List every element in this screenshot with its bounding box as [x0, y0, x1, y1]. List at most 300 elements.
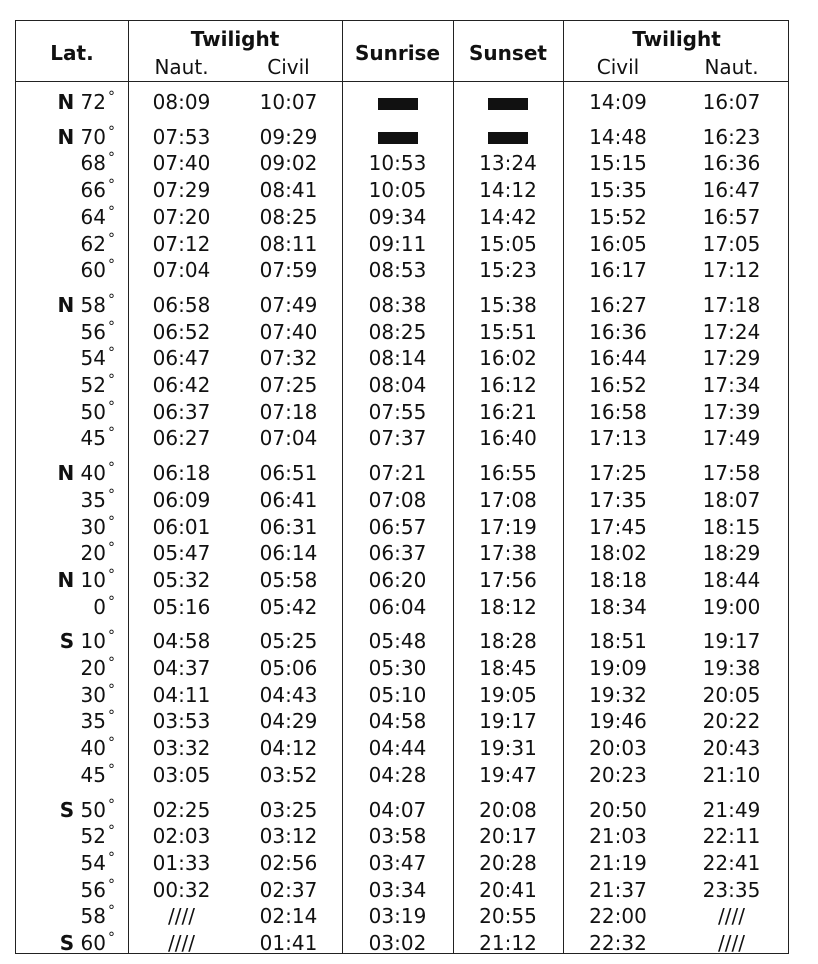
degree-symbol: ° [108, 372, 115, 388]
sunrise-cell: 08:14 [368, 346, 427, 371]
civil-evening-cell: 18:34 [589, 594, 647, 619]
civil-evening-cell: 17:25 [589, 461, 647, 486]
latitude-value: 40 [80, 736, 106, 761]
latitude-value: 54 [80, 850, 106, 875]
sunset-cell: 17:08 [479, 487, 537, 512]
sunrise-cell [342, 89, 453, 115]
table-row [16, 292, 790, 318]
nautical-evening-cell: 22:41 [702, 850, 761, 875]
degree-symbol: ° [108, 318, 115, 335]
latitude-cell [16, 567, 115, 593]
degree-symbol: ° [108, 566, 115, 583]
sunset-cell: 14:42 [479, 204, 537, 229]
latitude-cell [16, 204, 115, 230]
nautical-morning-cell: 07:12 [152, 231, 211, 256]
sunrise-cell: 10:53 [368, 151, 427, 176]
sunset-cell: 20:17 [479, 824, 537, 849]
nautical-morning-cell: 04:11 [152, 682, 211, 707]
nautical-evening-cell: 18:44 [702, 567, 761, 592]
never-rises-bar [378, 132, 418, 144]
latitude-cell [16, 487, 115, 513]
nautical-evening-cell: 16:07 [702, 90, 761, 114]
latitude-cell [16, 930, 115, 956]
latitude-cell [16, 231, 115, 257]
latitude-cell [16, 514, 115, 540]
civil-evening-cell: 16:27 [589, 292, 647, 317]
table-row [16, 903, 790, 929]
sunrise-cell: 06:57 [368, 514, 427, 539]
nautical-evening-cell: 16:57 [702, 204, 761, 229]
never-rises-bar [488, 132, 528, 144]
nautical-evening-cell: 16:23 [702, 124, 761, 149]
nautical-morning-cell: 03:53 [152, 709, 211, 734]
nautical-evening-cell: 17:05 [702, 231, 761, 256]
sunset-cell: 16:55 [479, 461, 537, 486]
table-row [16, 567, 790, 593]
sunrise-cell: 05:30 [368, 656, 427, 680]
nautical-morning-cell: 06:58 [152, 292, 211, 317]
nautical-morning-cell: 06:09 [152, 487, 211, 512]
table-row [16, 399, 790, 425]
table-row [16, 930, 790, 956]
sunrise-cell: 03:58 [368, 824, 427, 849]
sunset-cell: 16:02 [479, 346, 537, 371]
degree-symbol: ° [108, 930, 115, 946]
sunset-cell: 14:12 [479, 178, 537, 203]
table-row [16, 345, 790, 371]
hemisphere-label: S [59, 629, 75, 654]
table-row [16, 372, 790, 398]
sunrise-cell: 09:34 [368, 204, 427, 229]
latitude-cell [16, 708, 115, 734]
civil-morning-cell: 05:25 [259, 629, 318, 654]
nautical-morning-cell: 06:27 [152, 426, 211, 451]
nautical-evening-cell: 17:12 [702, 258, 761, 283]
table-row [16, 655, 790, 681]
header-lat: Lat. [50, 41, 94, 65]
sunrise-cell: 07:21 [368, 461, 427, 486]
nautical-morning-cell: 08:09 [152, 90, 211, 114]
table-row [16, 823, 790, 849]
latitude-value: 52 [80, 824, 106, 849]
latitude-cell [16, 177, 115, 203]
civil-morning-cell: 07:04 [259, 426, 318, 451]
civil-evening-cell: 16:44 [589, 346, 647, 371]
sunset-cell: 18:45 [479, 656, 537, 680]
nautical-morning-cell: //// [168, 931, 195, 955]
nautical-evening-cell: 19:00 [702, 594, 761, 619]
nautical-evening-cell: 17:24 [702, 319, 761, 344]
table-row [16, 708, 790, 734]
nautical-evening-cell: //// [718, 931, 745, 955]
nautical-morning-cell: 07:53 [152, 124, 211, 149]
table-row [16, 594, 790, 620]
sunrise-cell: 06:20 [368, 567, 427, 592]
latitude-cell [16, 628, 115, 654]
civil-morning-cell: 01:41 [259, 931, 318, 955]
civil-morning-cell: 09:29 [259, 124, 318, 149]
sunset-cell: 20:08 [479, 797, 537, 822]
civil-evening-cell: 19:46 [589, 709, 647, 734]
degree-symbol: ° [108, 230, 115, 247]
civil-morning-cell: 03:12 [259, 824, 318, 849]
header-sunset: Sunset [469, 41, 547, 65]
sunset-cell: 20:28 [479, 850, 537, 875]
never-rises-bar [378, 98, 418, 110]
degree-symbol: ° [108, 425, 115, 442]
sunrise-cell: 03:47 [368, 850, 427, 875]
civil-morning-cell: 07:40 [259, 319, 318, 344]
nautical-morning-cell: 06:47 [152, 346, 211, 371]
degree-symbol: ° [108, 655, 115, 671]
sunset-cell: 20:55 [479, 904, 537, 929]
latitude-value: 70 [80, 124, 106, 149]
nautical-morning-cell: 01:33 [152, 850, 211, 875]
civil-evening-cell: 18:02 [589, 541, 647, 566]
latitude-value: 35 [80, 709, 106, 734]
sunrise-cell: 09:11 [368, 231, 427, 256]
sunrise-cell: 03:34 [368, 877, 427, 902]
latitude-value: 58 [80, 292, 106, 317]
degree-symbol: ° [108, 257, 115, 274]
latitude-cell [16, 540, 115, 566]
degree-symbol: ° [108, 628, 115, 645]
sunset-cell: 13:24 [479, 151, 537, 176]
degree-symbol: ° [108, 823, 115, 840]
degree-symbol: ° [108, 796, 115, 813]
latitude-cell [16, 850, 115, 876]
sunset-cell: 19:17 [479, 709, 537, 734]
nautical-evening-cell: 20:43 [702, 736, 761, 761]
nautical-evening-cell: 17:49 [702, 426, 761, 451]
sunset-cell: 15:23 [479, 258, 537, 283]
nautical-evening-cell: 16:47 [702, 178, 761, 203]
latitude-cell [16, 877, 115, 903]
table-row [16, 89, 790, 115]
latitude-value: 0 [93, 594, 106, 619]
civil-morning-cell: 04:43 [259, 682, 318, 707]
latitude-cell [16, 150, 115, 176]
civil-morning-cell: 06:31 [259, 514, 318, 539]
civil-morning-cell: 07:18 [259, 399, 318, 424]
header-divider [16, 81, 788, 82]
latitude-cell [16, 594, 115, 620]
nautical-evening-cell: 19:17 [702, 629, 761, 654]
nautical-morning-cell: 00:32 [152, 877, 211, 902]
header-sunrise: Sunrise [354, 41, 441, 65]
sunrise-cell: 03:02 [368, 931, 427, 955]
table-row [16, 257, 790, 283]
degree-symbol: ° [108, 89, 115, 105]
nautical-morning-cell: 06:18 [152, 461, 211, 486]
nautical-morning-cell: 06:37 [152, 399, 211, 424]
degree-symbol: ° [108, 735, 115, 752]
civil-evening-cell: 20:23 [589, 762, 647, 787]
sunset-cell: 19:31 [479, 736, 537, 761]
hemisphere-label: N [57, 567, 75, 592]
latitude-value: 68 [80, 151, 106, 176]
latitude-value: 58 [80, 904, 106, 929]
latitude-value: 20 [80, 656, 106, 680]
nautical-evening-cell: 22:11 [702, 824, 761, 849]
table-row [16, 514, 790, 540]
civil-evening-cell: 21:19 [589, 850, 647, 875]
civil-evening-cell: 19:32 [589, 682, 647, 707]
civil-morning-cell: 02:37 [259, 877, 318, 902]
latitude-cell [16, 823, 115, 849]
hemisphere-label: N [57, 461, 75, 486]
nautical-evening-cell: 21:49 [702, 797, 761, 822]
civil-evening-cell: 20:03 [589, 736, 647, 761]
latitude-value: 50 [80, 399, 106, 424]
table-row [16, 850, 790, 876]
latitude-value: 56 [80, 877, 106, 902]
sunset-cell: 18:28 [479, 629, 537, 654]
degree-symbol: ° [108, 876, 115, 893]
sunrise-cell: 07:55 [368, 399, 427, 424]
table-row [16, 204, 790, 230]
latitude-value: 20 [80, 541, 106, 566]
sunrise-cell: 04:28 [368, 762, 427, 787]
nautical-evening-cell: 17:58 [702, 461, 761, 486]
sunset-cell: 16:40 [479, 426, 537, 451]
nautical-evening-cell: 21:10 [702, 762, 761, 787]
civil-evening-cell: 21:03 [589, 824, 647, 849]
sunrise-cell: 08:38 [368, 292, 427, 317]
latitude-value: 45 [80, 762, 106, 787]
latitude-cell [16, 460, 115, 486]
nautical-evening-cell: 20:05 [702, 682, 761, 707]
sunset-cell [453, 89, 563, 115]
table-row [16, 682, 790, 708]
latitude-cell [16, 762, 115, 788]
nautical-evening-cell: 19:38 [702, 656, 761, 680]
sunset-cell: 15:38 [479, 292, 537, 317]
nautical-morning-cell: 07:40 [152, 151, 211, 176]
civil-evening-cell: 14:48 [589, 124, 647, 149]
nautical-morning-cell: 05:32 [152, 567, 211, 592]
degree-symbol: ° [108, 513, 115, 530]
civil-evening-cell: 16:05 [589, 231, 647, 256]
table-row [16, 231, 790, 257]
latitude-cell [16, 372, 115, 398]
latitude-value: 56 [80, 319, 106, 344]
nautical-morning-cell: 06:42 [152, 373, 211, 397]
sunrise-cell: 07:37 [368, 426, 427, 451]
degree-symbol: ° [108, 761, 115, 778]
sunset-cell: 17:19 [479, 514, 537, 539]
civil-evening-cell: 16:58 [589, 399, 647, 424]
nautical-evening-cell: 20:22 [702, 709, 761, 734]
latitude-value: 72 [80, 90, 106, 114]
hemisphere-label: N [57, 292, 75, 317]
degree-symbol: ° [108, 849, 115, 866]
sunset-cell: 21:12 [479, 931, 537, 955]
latitude-cell [16, 655, 115, 681]
latitude-value: 62 [80, 231, 106, 256]
latitude-value: 60 [80, 931, 106, 955]
nautical-evening-cell: 17:29 [702, 346, 761, 371]
degree-symbol: ° [108, 177, 115, 194]
latitude-cell [16, 319, 115, 345]
sunrise-cell: 04:58 [368, 709, 427, 734]
sunrise-cell: 04:07 [368, 797, 427, 822]
header-twilight-morning: Twilight [190, 27, 280, 51]
latitude-cell [16, 345, 115, 371]
civil-morning-cell: 05:42 [259, 594, 318, 619]
degree-symbol: ° [108, 203, 115, 220]
sunset-cell: 18:12 [479, 594, 537, 619]
civil-evening-cell: 16:17 [589, 258, 647, 283]
civil-morning-cell: 03:25 [259, 797, 318, 822]
sunset-cell: 16:12 [479, 373, 537, 397]
civil-morning-cell: 03:52 [259, 762, 318, 787]
latitude-value: 30 [80, 682, 106, 707]
sunset-cell: 15:51 [479, 319, 537, 344]
civil-morning-cell: 08:11 [259, 231, 318, 256]
header-civil-evening: Civil [596, 55, 640, 79]
nautical-morning-cell: 05:47 [152, 541, 211, 566]
civil-evening-cell: 14:09 [589, 90, 647, 114]
sunrise-cell: 06:37 [368, 541, 427, 566]
sunrise-cell: 08:25 [368, 319, 427, 344]
latitude-value: 35 [80, 487, 106, 512]
nautical-evening-cell: //// [718, 904, 745, 929]
civil-morning-cell: 07:25 [259, 373, 318, 397]
degree-symbol: ° [108, 345, 115, 362]
sunrise-cell: 07:08 [368, 487, 427, 512]
latitude-value: 66 [80, 178, 106, 203]
nautical-morning-cell: 07:29 [152, 178, 211, 203]
table-row [16, 540, 790, 566]
sunset-cell [453, 124, 563, 150]
latitude-cell [16, 682, 115, 708]
degree-symbol: ° [108, 398, 115, 415]
sunrise-cell: 04:44 [368, 736, 427, 761]
civil-morning-cell: 02:56 [259, 850, 318, 875]
degree-symbol: ° [108, 123, 115, 140]
nautical-evening-cell: 17:34 [702, 373, 761, 397]
latitude-cell [16, 399, 115, 425]
civil-morning-cell: 05:58 [259, 567, 318, 592]
degree-symbol: ° [108, 593, 115, 610]
table-row [16, 797, 790, 823]
civil-evening-cell: 15:35 [589, 178, 647, 203]
civil-morning-cell: 02:14 [259, 904, 318, 929]
nautical-evening-cell: 17:18 [702, 292, 761, 317]
civil-evening-cell: 18:18 [589, 567, 647, 592]
nautical-evening-cell: 17:39 [702, 399, 761, 424]
civil-morning-cell: 10:07 [259, 90, 318, 114]
civil-morning-cell: 04:12 [259, 736, 318, 761]
hemisphere-label: N [57, 90, 75, 114]
table-row [16, 762, 790, 788]
civil-evening-cell: 15:52 [589, 204, 647, 229]
nautical-morning-cell: 02:03 [152, 824, 211, 849]
sunrise-cell: 05:10 [368, 682, 427, 707]
nautical-morning-cell: 05:16 [152, 594, 211, 619]
nautical-morning-cell: 07:04 [152, 258, 211, 283]
civil-morning-cell: 06:41 [259, 487, 318, 512]
civil-evening-cell: 15:15 [589, 151, 647, 176]
never-rises-bar [488, 98, 528, 110]
latitude-value: 52 [80, 373, 106, 397]
latitude-cell [16, 797, 115, 823]
sunrise-cell: 03:19 [368, 904, 427, 929]
table-row [16, 319, 790, 345]
civil-morning-cell: 07:49 [259, 292, 318, 317]
latitude-value: 60 [80, 258, 106, 283]
latitude-cell [16, 425, 115, 451]
civil-evening-cell: 17:13 [589, 426, 647, 451]
nautical-evening-cell: 18:15 [702, 514, 761, 539]
table-row [16, 487, 790, 513]
sunset-cell: 17:38 [479, 541, 537, 566]
sunrise-cell: 08:53 [368, 258, 427, 283]
civil-morning-cell: 09:02 [259, 151, 318, 176]
hemisphere-label: S [59, 931, 75, 955]
civil-evening-cell: 18:51 [589, 629, 647, 654]
sunset-cell: 20:41 [479, 877, 537, 902]
nautical-morning-cell: 07:20 [152, 204, 211, 229]
degree-symbol: ° [108, 291, 115, 308]
nautical-morning-cell: 04:37 [152, 656, 211, 680]
hemisphere-label: N [57, 124, 75, 149]
nautical-evening-cell: 16:36 [702, 151, 761, 176]
table-row [16, 425, 790, 451]
sunrise-cell: 10:05 [368, 178, 427, 203]
header-twilight-evening: Twilight [632, 27, 721, 51]
civil-evening-cell: 22:00 [589, 904, 647, 929]
civil-evening-cell: 16:36 [589, 319, 647, 344]
civil-evening-cell: 22:32 [589, 931, 647, 955]
sunset-cell: 19:05 [479, 682, 537, 707]
latitude-value: 10 [80, 629, 106, 654]
table-row [16, 460, 790, 486]
civil-morning-cell: 08:41 [259, 178, 318, 203]
table-row [16, 124, 790, 150]
table-row [16, 735, 790, 761]
nautical-morning-cell: //// [168, 904, 195, 929]
sunset-cell: 15:05 [479, 231, 537, 256]
civil-morning-cell: 07:32 [259, 346, 318, 371]
latitude-cell [16, 735, 115, 761]
sunset-cell: 17:56 [479, 567, 537, 592]
degree-symbol: ° [108, 540, 115, 557]
latitude-value: 10 [80, 567, 106, 592]
degree-symbol: ° [108, 708, 115, 725]
table-row [16, 877, 790, 903]
latitude-value: 45 [80, 426, 106, 451]
civil-morning-cell: 06:14 [259, 541, 318, 566]
nautical-evening-cell: 18:07 [702, 487, 761, 512]
civil-morning-cell: 05:06 [259, 656, 318, 680]
sunrise-cell: 05:48 [368, 629, 427, 654]
nautical-morning-cell: 03:32 [152, 736, 211, 761]
hemisphere-label: S [59, 797, 75, 822]
nautical-morning-cell: 03:05 [152, 762, 211, 787]
degree-symbol: ° [108, 681, 115, 698]
nautical-morning-cell: 06:01 [152, 514, 211, 539]
sunrise-cell: 08:04 [368, 373, 427, 397]
table-row [16, 628, 790, 654]
latitude-value: 54 [80, 346, 106, 371]
civil-evening-cell: 21:37 [589, 877, 647, 902]
latitude-value: 50 [80, 797, 106, 822]
table-row [16, 177, 790, 203]
civil-morning-cell: 04:29 [259, 709, 318, 734]
degree-symbol: ° [108, 486, 115, 503]
